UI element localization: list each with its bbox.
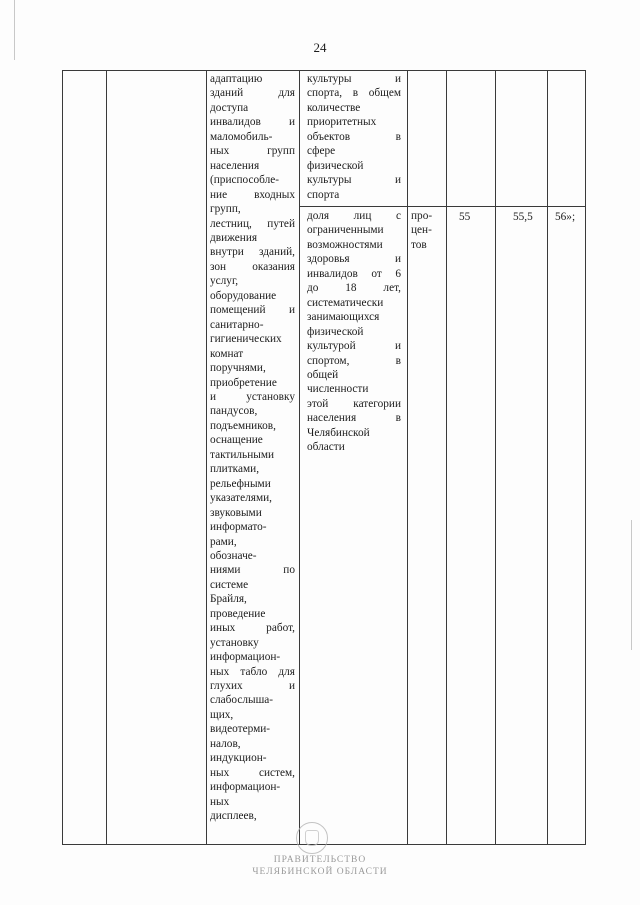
text-line: тов	[411, 238, 427, 251]
text-line: информато-	[210, 521, 267, 534]
text-line: маломобиль-	[210, 130, 273, 143]
text-line: ние входных	[210, 188, 295, 201]
text-line: лестниц, путей	[210, 217, 295, 230]
text-line: ограниченными	[307, 224, 384, 237]
text-line: инвалидов и	[210, 116, 295, 129]
text-line: физической	[307, 325, 364, 338]
text-line: пандусов,	[210, 405, 258, 418]
text-line: установку	[210, 636, 259, 649]
value-cell-1: 55	[459, 211, 471, 223]
text-line: культурой и	[307, 340, 401, 353]
text-line: поручнями,	[210, 362, 266, 375]
text-line: ных систем,	[210, 766, 295, 779]
indicator-name-cell	[307, 209, 401, 455]
text-line: движения	[210, 231, 258, 244]
text-line: дисплеев,	[210, 810, 257, 823]
text-line: звуковыми	[210, 506, 262, 519]
text-line: Брайля,	[210, 593, 247, 606]
text-line: Челябинской	[307, 426, 370, 439]
text-line: санитарно-	[210, 318, 264, 331]
seal-emblem-icon	[296, 822, 328, 854]
text-line: систематически	[307, 296, 384, 309]
text-line: спорта, в общем	[307, 87, 401, 100]
text-line: области	[307, 441, 345, 454]
column-divider	[299, 71, 300, 844]
indicator-name-cell-top	[307, 72, 401, 202]
text-line: ных табло для	[210, 665, 295, 678]
text-line: иных работ,	[210, 622, 295, 635]
column-divider	[446, 71, 447, 844]
text-line: плитками,	[210, 463, 260, 476]
page-number: 24	[313, 40, 327, 55]
text-line: индукцион-	[210, 752, 267, 765]
text-line: общей	[307, 368, 339, 381]
text-line: информацион-	[210, 651, 281, 664]
text-line: про-	[411, 210, 433, 222]
text-line: системе	[210, 578, 249, 591]
text-line: ниями по	[210, 564, 295, 577]
text-line: оборудование	[210, 289, 277, 302]
column-divider	[106, 71, 107, 844]
text-line: до 18 лет,	[307, 282, 401, 295]
scan-edge-mark	[631, 520, 632, 650]
text-line: численности	[307, 383, 369, 396]
text-line: глухих и	[210, 680, 295, 693]
column-divider	[206, 71, 207, 844]
text-line: проведение	[210, 607, 266, 620]
text-line: инвалидов от 6	[307, 267, 401, 280]
text-line: культуры и	[307, 73, 401, 85]
column-divider	[407, 71, 408, 844]
text-line: рами,	[210, 535, 237, 548]
value-cell-3: 56»;	[555, 211, 576, 223]
unit-cell	[411, 209, 439, 252]
text-line: сфере	[307, 145, 336, 158]
text-line: доступа	[210, 101, 249, 114]
text-line: щих,	[210, 708, 234, 721]
measure-description-cell	[210, 72, 295, 824]
text-line: услуг,	[210, 275, 239, 288]
text-line: ных	[210, 795, 230, 808]
text-line: приобретение	[210, 376, 277, 389]
text-line: видеотерми-	[210, 723, 271, 736]
text-line: помещений и	[210, 304, 295, 317]
text-line: слабослышa-	[210, 694, 274, 707]
text-line: объектов в	[307, 130, 401, 143]
text-line: подъемников,	[210, 419, 276, 432]
text-line: этой категории	[307, 397, 401, 410]
text-line: спортом, в	[307, 354, 401, 367]
text-line: доля лиц с	[307, 210, 401, 222]
text-line: физической	[307, 159, 364, 172]
text-line: информацион-	[210, 781, 281, 794]
text-line: комнат	[210, 347, 244, 360]
text-line: тактильными	[210, 448, 275, 461]
text-line: культуры и	[307, 174, 401, 187]
text-line: налов,	[210, 737, 241, 750]
row-divider	[299, 206, 585, 207]
text-line: спорта	[307, 188, 340, 201]
text-line: возможностями	[307, 238, 383, 251]
text-line: оснащение	[210, 434, 263, 447]
text-line: ных групп	[210, 145, 295, 158]
footer-government: ПРАВИТЕЛЬСТВО	[273, 855, 367, 865]
text-line: населения	[210, 159, 260, 172]
text-line: рельефными	[210, 477, 271, 490]
scan-edge-mark	[14, 0, 15, 60]
footer-region: ЧЕЛЯБИНСКОЙ ОБЛАСТИ	[252, 867, 388, 877]
text-line: групп,	[210, 203, 241, 216]
indicator-table	[62, 70, 586, 845]
text-line: количестве	[307, 101, 361, 114]
text-line: адаптацию	[210, 73, 263, 85]
text-line: гигиенических	[210, 333, 282, 346]
text-line: цен-	[411, 224, 432, 237]
text-line: обозначе-	[210, 549, 257, 562]
text-line: занимающихся	[307, 311, 380, 324]
text-line: (приспособле-	[210, 174, 280, 187]
text-line: зон оказания	[210, 260, 295, 273]
text-line: приоритетных	[307, 116, 377, 129]
text-line: населения в	[307, 412, 401, 425]
column-divider	[547, 71, 548, 844]
text-line: зданий для	[210, 87, 295, 100]
text-line: указателями,	[210, 492, 272, 505]
text-line: внутри зданий,	[210, 246, 295, 259]
text-line: здоровья и	[307, 253, 401, 266]
value-cell-2: 55,5	[513, 211, 533, 223]
text-line: и установку	[210, 390, 295, 403]
column-divider	[495, 71, 496, 844]
